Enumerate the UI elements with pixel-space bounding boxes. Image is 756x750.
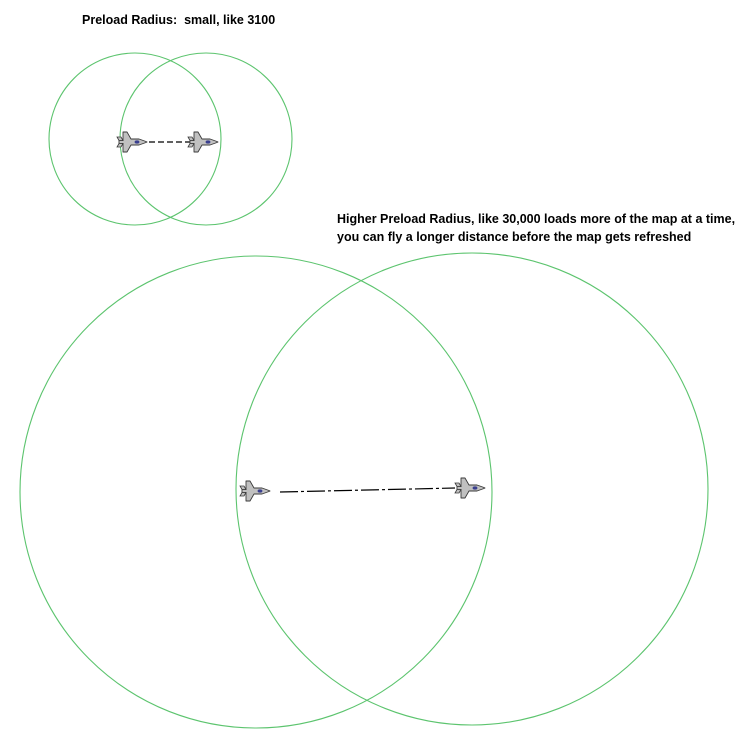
jet-aircraft-icon: [455, 478, 485, 498]
jet-aircraft-icon: [117, 132, 147, 152]
jet-aircraft-icon: [188, 132, 218, 152]
jet-aircraft-icon: [240, 481, 270, 501]
large-radius-example: [20, 253, 708, 728]
small-radius-caption: Preload Radius: small, like 3100: [82, 13, 276, 27]
small-radius-example: [49, 53, 292, 225]
large-radius-caption-line-2: you can fly a longer distance before the map gets refreshed: [337, 230, 692, 244]
large-flight-path: [280, 488, 455, 492]
large-radius-caption-line-1: Higher Preload Radius, like 30,000 loads more of the map at a time,: [337, 212, 736, 226]
